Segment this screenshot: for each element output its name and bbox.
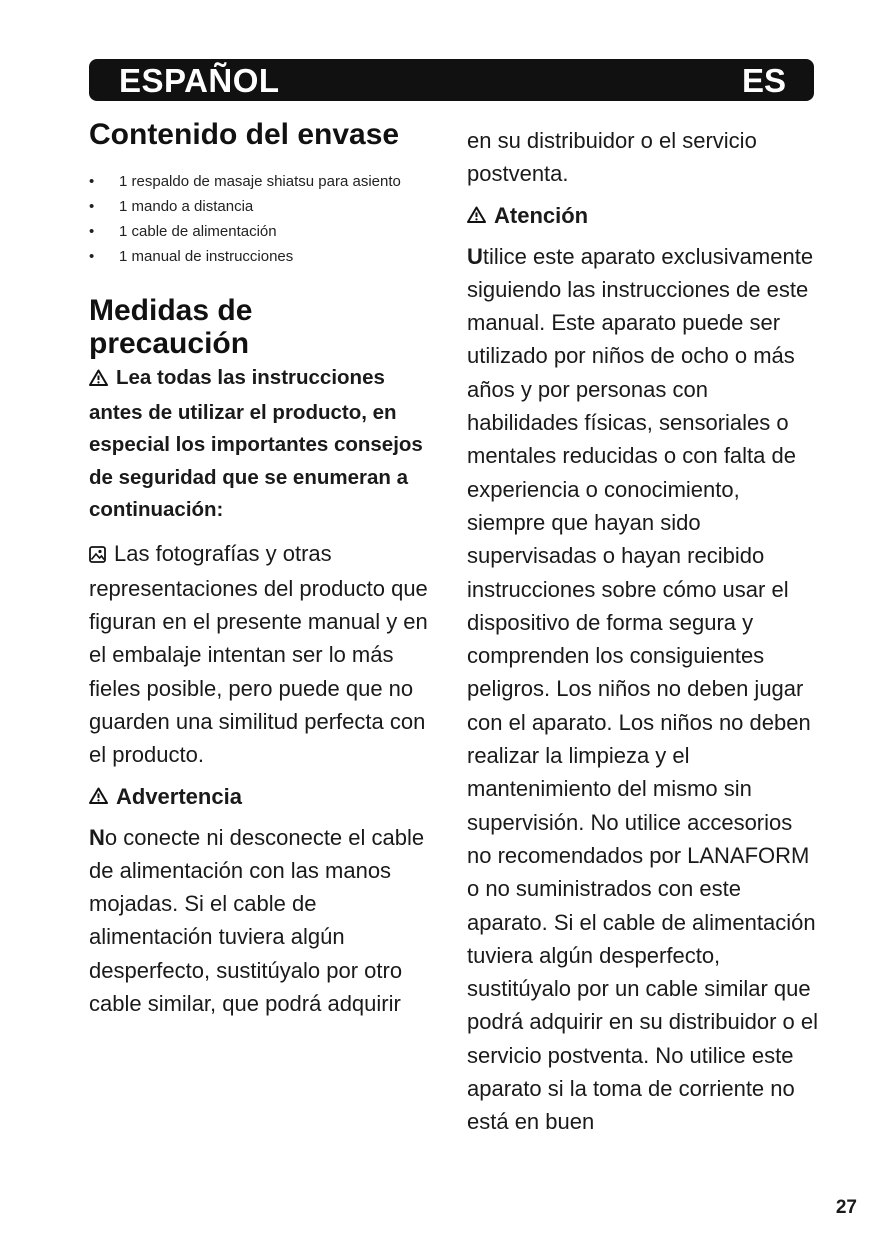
photo-disclaimer: Las fotografías y otras representaciones del producto que figuran en el presente manual y en el embalaje intentan ser lo más fieles posible, pero puede que no guarden una similitud perfecta con el producto. — [89, 540, 428, 768]
list-item: • 1 respaldo de masaje shiatsu para asiento — [89, 173, 401, 190]
continuation-text: en su distribuidor o el servicio postventa. — [467, 128, 757, 187]
language-code: ES — [741, 62, 786, 99]
right-column — [467, 124, 819, 1139]
list-item: • 1 manual de instrucciones — [89, 248, 294, 265]
attention-text: Utilice este aparato exclusivamente siguiendo las instrucciones de este manual. Este aparato puede ser utilizado por niños de ocho o más años y por personas con habilidades físicas, sensoriales o mentales reducidas o con falta de experiencia o conocimiento, siempre que hayan sido supervisadas o hayan recibido instrucciones sobre cómo usar el dispositivo de forma segura y comprenden los consiguientes peligros. Los niños no deben jugar con el aparato. Los niños no deben realizar la limpieza y el mantenimiento del mismo sin supervisión. No utilice accesorios no recomendados por LANAFORM o no suministrados con este aparato. Si el cable de alimentación tuviera algún desperfecto, sustitúyalo por un cable similar que podrá adquirir en su distribuidor o el servicio postventa. No utilice este aparato si la toma de corriente no está en buen — [467, 243, 818, 1135]
language-header-bar — [89, 59, 814, 101]
precautions-title: Medidas de precaución — [89, 294, 253, 360]
warning-triangle-icon — [89, 364, 108, 397]
warning-triangle-icon — [467, 199, 486, 232]
attention-heading: Atención — [467, 199, 819, 232]
warning-triangle-icon — [89, 780, 108, 813]
package-contents-list — [89, 169, 444, 269]
list-item: • 1 cable de alimentación — [89, 223, 277, 240]
left-column — [89, 118, 444, 1020]
image-icon — [89, 539, 106, 572]
precautions-lead: Lea todas las instrucciones antes de utilizar el producto, en especial los importantes consejos de seguridad que se enumeran a continuación: — [89, 366, 423, 521]
package-contents-title: Contenido del envase — [89, 118, 400, 151]
warning-heading: Advertencia — [89, 780, 444, 813]
warning-text: No conecte ni desconecte el cable de alimentación con las manos mojadas. Si el cable de alimentación tuviera algún desperfecto, sustitúyalo por otro cable similar, que podrá adquirir — [89, 824, 425, 1017]
page-number: 27 — [835, 1197, 857, 1218]
list-item: • 1 mando a distancia — [89, 198, 254, 215]
language-title: ESPAÑOL — [119, 62, 280, 99]
